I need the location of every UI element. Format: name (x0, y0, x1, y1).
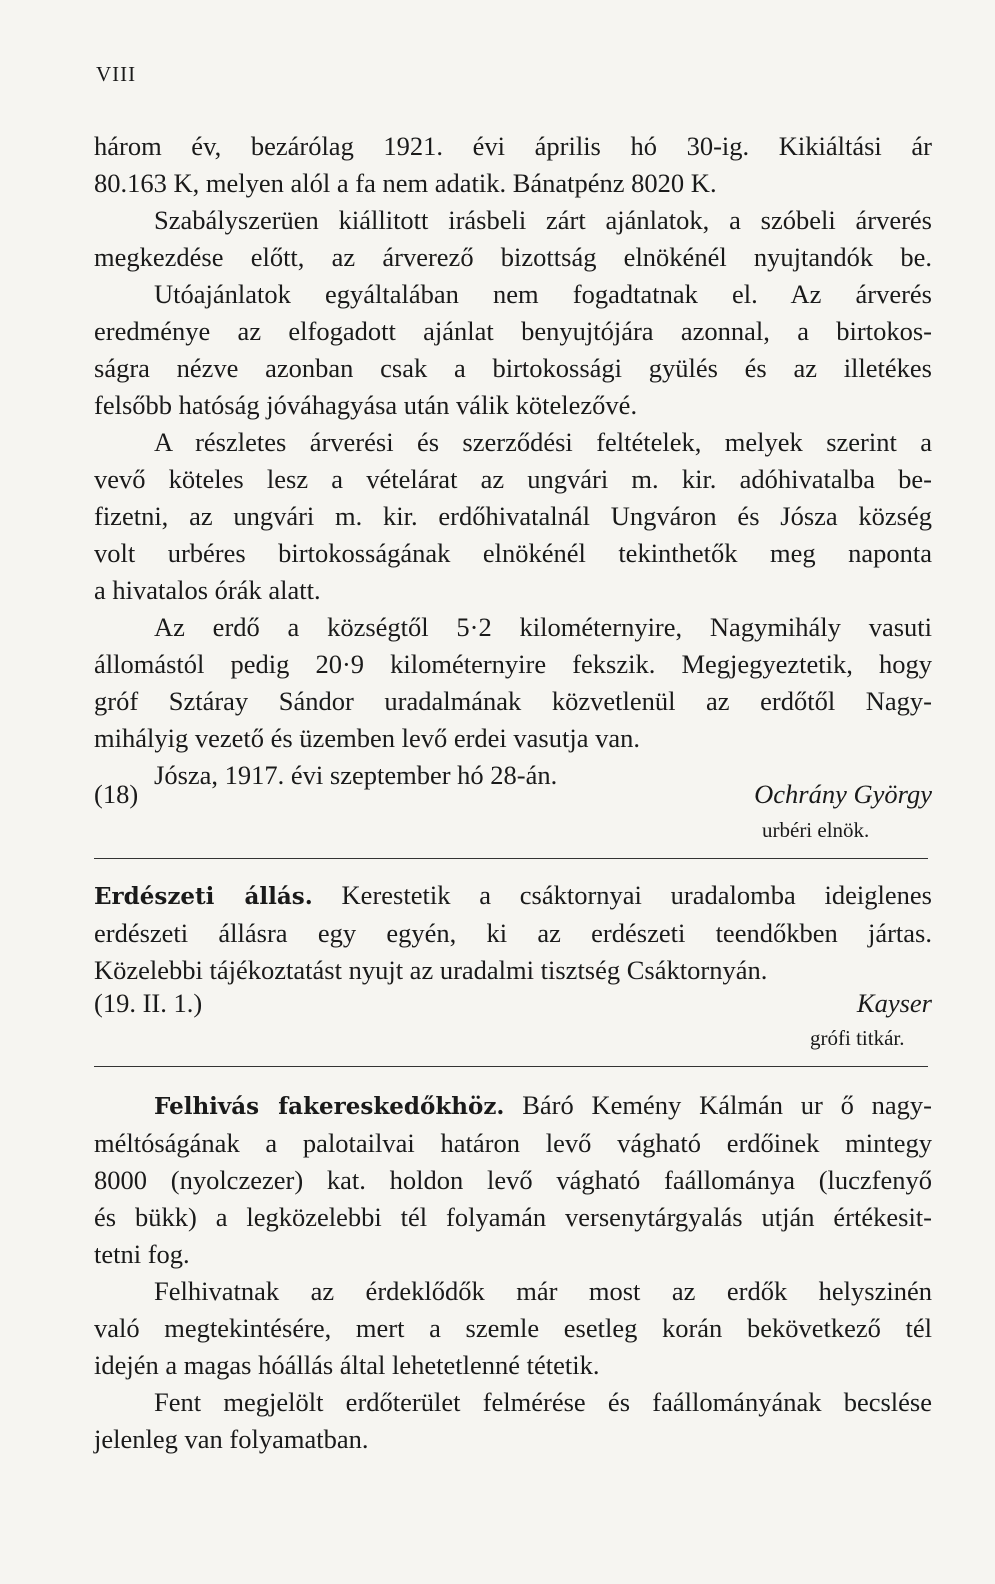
text-fragment: Kerestetik a csáktornyai uradalomba ideiglenes (312, 880, 932, 910)
text-fragment: Báró Kemény Kálmán ur ő nagy- (504, 1090, 932, 1120)
divider (94, 1066, 928, 1067)
text-line (94, 1087, 932, 1125)
text-line: gróf Sztáray Sándor uradalmának közvetlenül az erdőtől Nagy- (94, 686, 932, 716)
text-line: és bükk) a legközelebbi tél folyamán versenytárgyalás utján értékesit- (94, 1202, 932, 1232)
text-line: méltóságának a palotailvai határon levő vágható erdőinek mintegy (94, 1128, 932, 1158)
text-line: idején a magas hóállás által lehetetlenné tétetik. (94, 1350, 600, 1380)
text-line: Az erdő a községtől 5·2 kilométernyire, Nagymihály vasuti (154, 612, 932, 642)
auction-notice (94, 128, 932, 794)
date-line: Jósza, 1917. évi szeptember hó 28-án. (154, 760, 558, 790)
timber-notice (94, 1087, 932, 1458)
text-line: vevő köteles lesz a vételárat az ungvári m. kir. adóhivatalba be- (94, 464, 932, 494)
divider (94, 858, 928, 859)
reference-number: (19. II. 1.) (94, 988, 203, 1018)
text-line: három év, bezárólag 1921. évi április hó 30-ig. Kikiáltási ár (94, 131, 932, 161)
section-heading: Erdészeti állás. (94, 883, 313, 910)
text-line: Közelebbi tájékoztatást nyujt az uradalmi tisztség Csáktornyán. (94, 955, 768, 985)
text-line: volt urbéres birtokosságának elnökénél tekinthetők meg naponta (94, 538, 932, 568)
text-line: állomástól pedig 20·9 kilométernyire fekszik. Megjegyeztetik, hogy (94, 649, 932, 679)
text-line: Szabályszerüen kiállitott irásbeli zárt ajánlatok, a szóbeli árverés (154, 205, 932, 235)
text-line: erdészeti állásra egy egyén, ki az erdészeti teendőkben jártas. (94, 918, 932, 948)
signature-title: grófi titkár. (810, 1026, 905, 1050)
text-line: felsőbb hatóság jóváhagyása után válik kötelezővé. (94, 390, 638, 420)
text-line: 80.163 K, melyen alól a fa nem adatik. Bánatpénz 8020 K. (94, 168, 717, 198)
text-line: való megtekintésére, mert a szemle esetleg korán bekövetkező tél (94, 1313, 932, 1343)
text-line: Fent megjelölt erdőterület felmérése és faállományának becslése (154, 1387, 932, 1417)
signature-row (94, 985, 932, 1022)
signature: Kayser (856, 988, 932, 1018)
text-line: a hivatalos órák alatt. (94, 575, 321, 605)
signature-row (94, 776, 932, 813)
text-line: eredménye az elfogadott ajánlat benyujtójára azonnal, a birtokos- (94, 316, 932, 346)
text-line: 8000 (nyolczezer) kat. holdon levő vágható faállománya (luczfenyő (94, 1165, 932, 1195)
job-notice (94, 877, 932, 989)
text-line: ságra nézve azonban csak a birtokossági gyülés és az illetékes (94, 353, 932, 383)
reference-number: (18) (94, 779, 139, 809)
text-line: megkezdése előtt, az árverező bizottság elnökénél nyujtandók be. (94, 242, 932, 272)
text-line: fizetni, az ungvári m. kir. erdőhivatalnál Ungváron és Jósza község (94, 501, 932, 531)
page-number: VIII (96, 62, 137, 86)
text-line: Utóajánlatok egyáltalában nem fogadtatnak el. Az árverés (154, 279, 932, 309)
text-line: mihályig vezető és üzemben levő erdei vasutja van. (94, 723, 640, 753)
text-line: A részletes árverési és szerződési feltételek, melyek szerint a (154, 427, 932, 457)
text-line: jelenleg van folyamatban. (94, 1424, 369, 1454)
text-line: Felhivatnak az érdeklődők már most az erdők helyszinén (154, 1276, 932, 1306)
signature: Ochrány György (754, 779, 932, 809)
text-line: tetni fog. (94, 1239, 190, 1269)
signature-title: urbéri elnök. (762, 818, 870, 842)
text-line (94, 877, 932, 915)
section-heading: Felhivás fakereskedőkhöz. (154, 1093, 505, 1120)
